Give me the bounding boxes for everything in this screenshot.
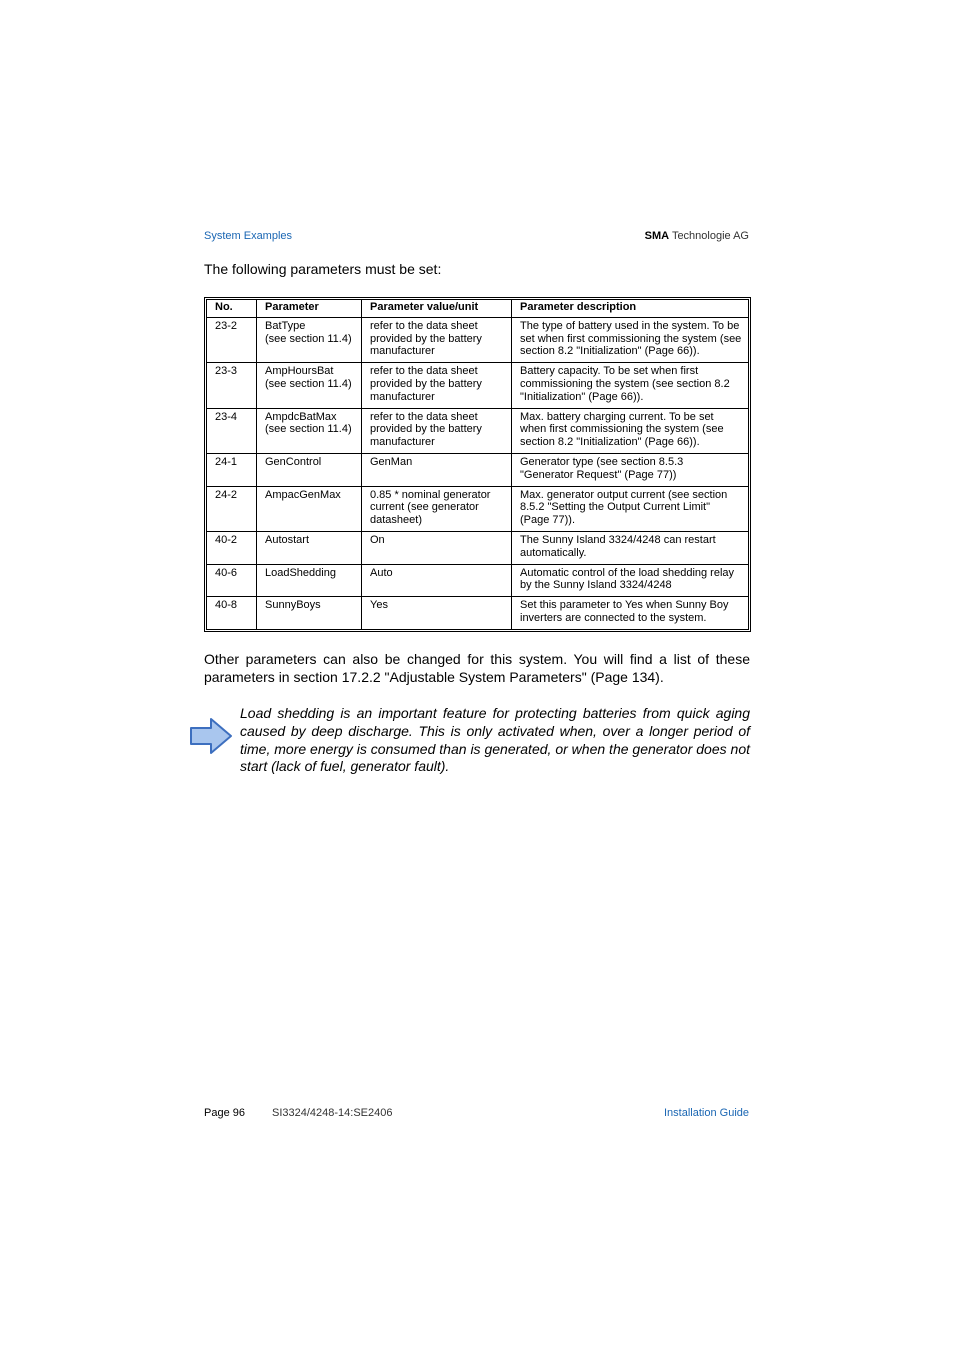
table-row: [207, 597, 748, 629]
header-section-title: System Examples: [204, 230, 293, 242]
cell-value-line: refer to the data sheet: [370, 365, 478, 378]
cell-value: [362, 318, 512, 363]
cell-description: [512, 363, 748, 408]
cell-description-line: Max. generator output current (see section: [520, 488, 728, 501]
cell-description-line: inverters are connected to the system.: [520, 611, 707, 624]
cell-description-line: automatically.: [520, 546, 587, 559]
cell-description-line: "Initialization" (Page 66)).: [520, 390, 644, 403]
cell-parameter-line: (see section 11.4): [265, 332, 352, 345]
cell-value-line: refer to the data sheet: [370, 319, 478, 332]
table-row: [207, 363, 748, 408]
header-company: [645, 230, 749, 242]
cell-parameter-line: (see section 11.4): [265, 377, 352, 390]
cell-value-line: 0.85 * nominal generator: [370, 488, 491, 501]
cell-value: [362, 409, 512, 454]
parameters-table: [204, 297, 751, 632]
cell-no: 23-3: [207, 363, 257, 408]
cell-parameter: [257, 363, 362, 408]
cell-parameter: [257, 565, 362, 598]
column-header-no: No.: [207, 300, 257, 318]
cell-value-line: manufacturer: [370, 345, 435, 358]
cell-value-line: manufacturer: [370, 390, 435, 403]
cell-description: [512, 454, 748, 487]
cell-parameter: [257, 487, 362, 532]
cell-description-line: commissioning the system (see section 8.2: [520, 377, 730, 390]
table-row: [207, 532, 748, 565]
cell-parameter-line: GenControl: [265, 455, 322, 468]
table-header-row: [207, 300, 748, 318]
cell-parameter-line: LoadShedding: [265, 566, 336, 579]
cell-no: 40-8: [207, 597, 257, 629]
cell-value: [362, 565, 512, 598]
cell-value: [362, 597, 512, 629]
note-text: Load shedding is an important feature for protecting batteries from quick aging caused by deep discharge. This is only activated when, over a longer period of time, more energy is consumed than is generated, or when the generator does not start (lack of fuel, generator fault).: [240, 705, 750, 775]
cell-description-line: section 8.2 "Initialization" (Page 66)).: [520, 345, 700, 358]
footer-document-code: SI3324/4248-14:SE2406: [272, 1107, 393, 1119]
cell-description: [512, 318, 748, 363]
cell-parameter: [257, 532, 362, 565]
cell-value-line: On: [370, 533, 385, 546]
cell-description-line: by the Sunny Island 3324/4248: [520, 579, 672, 592]
footer-page-number: Page 96: [204, 1107, 245, 1119]
cell-value-line: current (see generator: [370, 501, 479, 514]
cell-description: [512, 409, 748, 454]
cell-description-line: Battery capacity. To be set when first: [520, 365, 699, 378]
cell-description: [512, 487, 748, 532]
table-row: [207, 565, 748, 598]
cell-parameter-line: BatType: [265, 319, 306, 332]
table-row: [207, 318, 748, 363]
cell-no: 24-1: [207, 454, 257, 487]
table-body: [207, 318, 748, 629]
table-row: [207, 487, 748, 532]
cell-description-line: Generator type (see section 8.5.3: [520, 455, 684, 468]
cell-description-line: when first commissioning the system (see: [520, 423, 724, 436]
other-parameters-text: Other parameters can also be changed for this system. You will find a list of these parameters in section 17.2.2 "Adjustable System Parameters" (Page 134).: [204, 651, 750, 685]
cell-description-line: Automatic control of the load shedding relay: [520, 566, 735, 579]
cell-value-line: manufacturer: [370, 436, 435, 449]
column-header-value: Parameter value/unit: [362, 300, 512, 318]
cell-value-line: provided by the battery: [370, 332, 482, 345]
arrow-right-icon: [189, 717, 233, 755]
cell-value: [362, 532, 512, 565]
intro-text: The following parameters must be set:: [204, 261, 442, 277]
cell-parameter: [257, 597, 362, 629]
cell-parameter: [257, 318, 362, 363]
cell-value: [362, 454, 512, 487]
cell-description-line: set when first commissioning the system (see: [520, 332, 742, 345]
cell-value-line: Auto: [370, 566, 393, 579]
cell-description-line: Set this parameter to Yes when Sunny Boy: [520, 599, 729, 612]
cell-value-line: provided by the battery: [370, 377, 482, 390]
cell-description: [512, 532, 748, 565]
cell-value-line: Yes: [370, 599, 388, 612]
table-row: [207, 409, 748, 454]
brand-name: SMA: [644, 230, 670, 242]
cell-parameter-line: AmpdcBatMax: [265, 410, 337, 423]
cell-description-line: Max. battery charging current. To be set: [520, 410, 714, 423]
column-header-description: Parameter description: [512, 300, 748, 318]
table-row: [207, 454, 748, 487]
cell-no: 23-2: [207, 318, 257, 363]
cell-value-line: provided by the battery: [370, 423, 482, 436]
cell-no: 24-2: [207, 487, 257, 532]
cell-value: [362, 363, 512, 408]
cell-description-line: (Page 77)).: [520, 514, 576, 527]
cell-no: 40-6: [207, 565, 257, 598]
cell-parameter-line: AmpHoursBat: [265, 365, 334, 378]
cell-value: [362, 487, 512, 532]
cell-no: 23-4: [207, 409, 257, 454]
cell-description: [512, 565, 748, 598]
cell-value-line: GenMan: [370, 455, 413, 468]
cell-parameter-line: Autostart: [265, 533, 310, 546]
cell-description-line: 8.5.2 "Setting the Output Current Limit": [520, 501, 711, 514]
column-header-parameter: Parameter: [257, 300, 362, 318]
cell-parameter: [257, 454, 362, 487]
cell-value-line: refer to the data sheet: [370, 410, 478, 423]
cell-parameter-line: AmpacGenMax: [265, 488, 341, 501]
cell-parameter-line: SunnyBoys: [265, 599, 321, 612]
cell-parameter-line: (see section 11.4): [265, 423, 352, 436]
footer-guide-title: Installation Guide: [664, 1107, 749, 1119]
cell-description-line: section 8.2 "Initialization" (Page 66)).: [520, 436, 700, 449]
cell-value-line: datasheet): [370, 514, 422, 527]
cell-description-line: The type of battery used in the system. To be: [520, 319, 740, 332]
cell-description-line: "Generator Request" (Page 77)): [520, 468, 677, 481]
company-name: Technologie AG: [671, 230, 749, 242]
cell-no: 40-2: [207, 532, 257, 565]
cell-description-line: The Sunny Island 3324/4248 can restart: [520, 533, 716, 546]
cell-description: [512, 597, 748, 629]
cell-parameter: [257, 409, 362, 454]
